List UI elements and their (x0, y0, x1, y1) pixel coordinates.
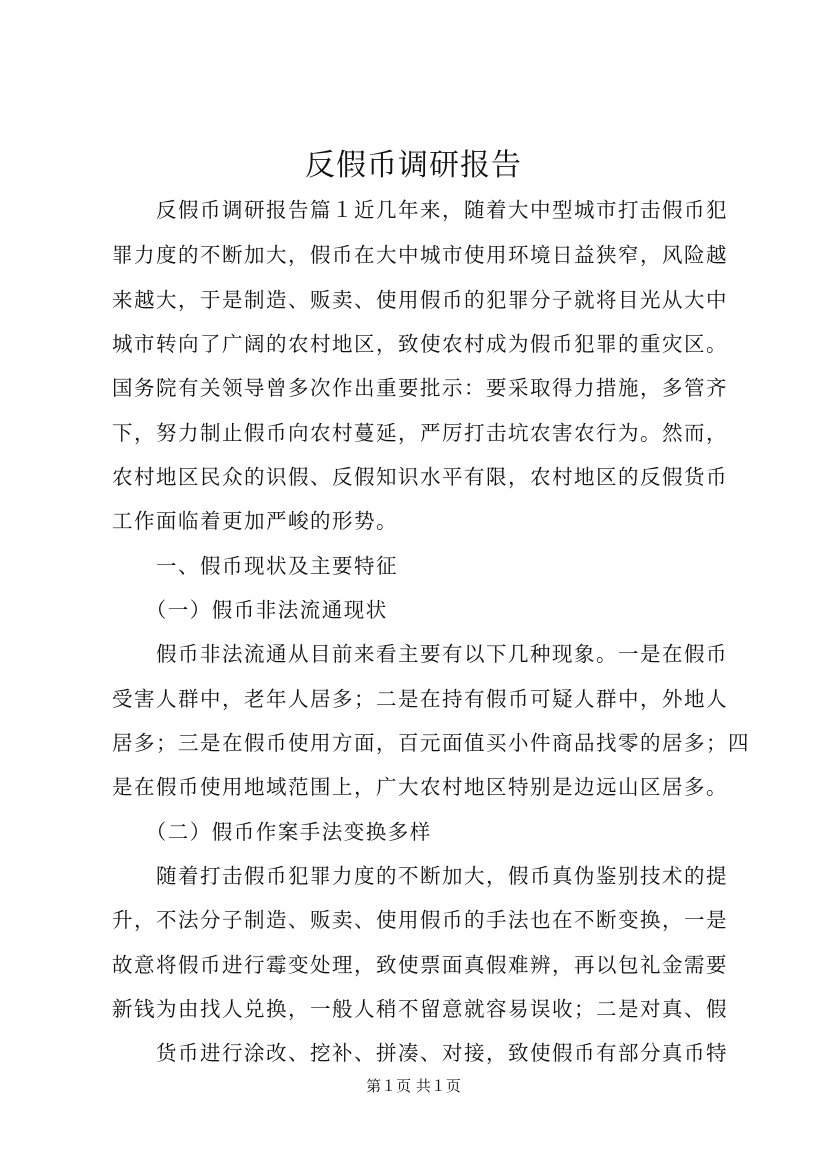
paragraph-line: 反假币调研报告篇１近几年来，随着大中型城市打击假币犯 (112, 198, 728, 222)
paragraph-line: 是在假币使用地域范围上，广大农村地区特别是边远山区居多。 (112, 775, 728, 799)
subsection-heading: （二）假币作案手法变换多样 (112, 820, 432, 844)
paragraph-line: 工作面临着更加严峻的形势。 (112, 509, 398, 533)
paragraph-line: 城市转向了广阔的农村地区，致使农村成为假币犯罪的重灾区。 (112, 332, 728, 356)
paragraph-line: 受害人群中，老年人居多；二是在持有假币可疑人群中，外地人 (112, 687, 728, 711)
paragraph-line: 新钱为由找人兑换，一般人稍不留意就容易误收；二是对真、假 (112, 997, 728, 1021)
paragraph-line: 农村地区民众的识假、反假知识水平有限，农村地区的反假货币 (112, 465, 728, 489)
paragraph-line: 升，不法分子制造、贩卖、使用假币的手法也在不断变换，一是 (112, 908, 728, 932)
paragraph-line: 来越大，于是制造、贩卖、使用假币的犯罪分子就将目光从大中 (112, 288, 728, 312)
paragraph-line: 货币进行涂改、挖补、拼凑、对接，致使假币有部分真币特 (112, 1041, 728, 1065)
paragraph-line: 罪力度的不断加大，假币在大中城市使用环境日益狭窄，风险越 (112, 243, 728, 267)
paragraph-line: 居多；三是在假币使用方面，百元面值买小件商品找零的居多；四 (112, 731, 750, 755)
subsection-heading: （一）假币非法流通现状 (112, 598, 388, 622)
paragraph-line: 随着打击假币犯罪力度的不断加大，假币真伪鉴别技术的提 (112, 864, 728, 888)
page-footer: 第１页 共１页 (366, 1077, 461, 1095)
paragraph-line: 故意将假币进行霉变处理，致使票面真假难辨，再以包礼金需要 (112, 953, 728, 977)
document-title: 反假币调研报告 (305, 148, 522, 183)
paragraph-line: 下，努力制止假币向农村蔓延，严厉打击坑农害农行为。然而， (112, 421, 728, 445)
paragraph-line: 国务院有关领导曾多次作出重要批示：要采取得力措施，多管齐 (112, 376, 728, 400)
section-heading: 一、假币现状及主要特征 (112, 554, 398, 578)
paragraph-line: 假币非法流通从目前来看主要有以下几种现象。一是在假币 (112, 642, 728, 666)
